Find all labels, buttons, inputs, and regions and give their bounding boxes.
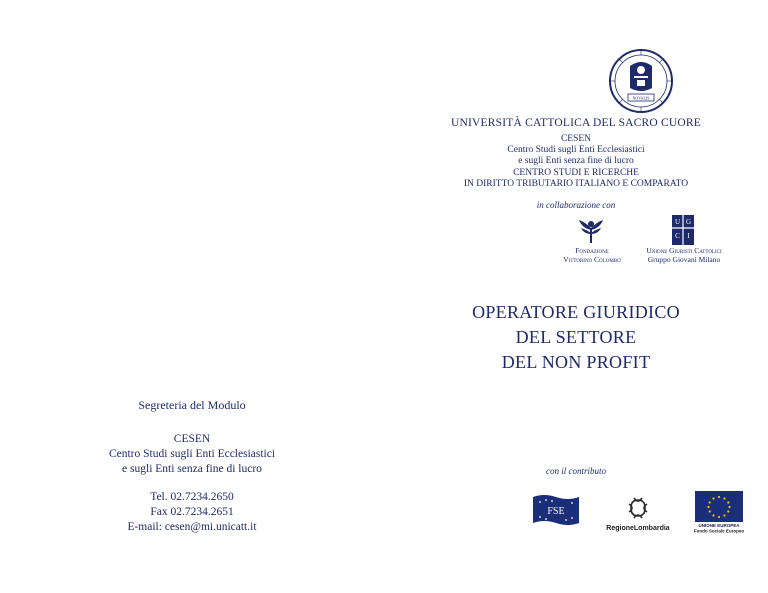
segreteria-contacts (0, 490, 384, 535)
segreteria-cesen-line: Centro Studi sugli Enti Ecclesiastici (108, 448, 276, 460)
partner-ugci (634, 246, 734, 264)
cesen-line: Centro Studi sugli Enti Ecclesiastici (507, 145, 645, 155)
course-title (384, 300, 768, 375)
centro-line: CENTRO STUDI E RICERCHE (513, 168, 639, 178)
partner-fondazione (544, 246, 640, 264)
partner-fondazione-line: Vittorino Colombo (563, 255, 621, 264)
cesen-block (384, 134, 768, 167)
regione-lombardia-logo-icon (602, 494, 674, 534)
ugci-letter: G (685, 218, 692, 226)
eu-label-line: Fondo Sociale Europeo (694, 528, 744, 534)
segreteria-cesen-block (0, 432, 384, 477)
phone-number: Tel. 02.7234.2650 (150, 491, 234, 503)
ugci-letter: C (675, 232, 680, 240)
partner-ugci-line: Gruppo Giovani Milano (647, 255, 721, 264)
university-name: UNIVERSITÀ CATTOLICA DEL SACRO CUORE (451, 117, 701, 129)
partner-ugci-line: Unione Giuristi Cattolici (646, 246, 722, 255)
right-panel (384, 0, 768, 593)
cesen-line: CESEN (560, 134, 592, 144)
segreteria-title: Segreteria del Modulo (138, 398, 246, 412)
fondazione-logo-icon (576, 216, 606, 244)
partner-fondazione-line: Fondazione (575, 246, 609, 255)
cesen-line: e sugli Enti senza fine di lucro (518, 156, 634, 166)
seal-banner-text: NOVALIS (632, 95, 650, 101)
email-address: E-mail: cesen@mi.unicatt.it (127, 521, 257, 533)
eu-label-line: UNIONE EUROPEA (698, 523, 740, 528)
ugci-letter: I (687, 232, 690, 240)
contribution-label: con il contributo (546, 466, 606, 476)
centro-line: IN DIRITTO TRIBUTARIO ITALIANO E COMPARATO (463, 179, 689, 189)
eu-flag-icon (694, 490, 744, 534)
collaboration-label: in collaborazione con (536, 200, 616, 210)
fse-label: FSE (547, 506, 565, 517)
ugci-logo-icon (672, 215, 694, 245)
fax-number: Fax 02.7234.2651 (150, 506, 234, 518)
segreteria-cesen-line: CESEN (173, 433, 211, 445)
fse-flag-icon (532, 493, 580, 527)
course-title-line: DEL NON PROFIT (501, 352, 651, 372)
regione-label: RegioneLombardia (606, 525, 670, 532)
course-title-line: DEL SETTORE (515, 327, 637, 347)
course-title-line: OPERATORE GIURIDICO (472, 302, 680, 322)
ugci-letter: U (674, 218, 681, 226)
university-seal-icon (608, 48, 674, 114)
segreteria-cesen-line: e sugli Enti senza fine di lucro (122, 463, 262, 475)
centro-studi-block (384, 168, 768, 190)
